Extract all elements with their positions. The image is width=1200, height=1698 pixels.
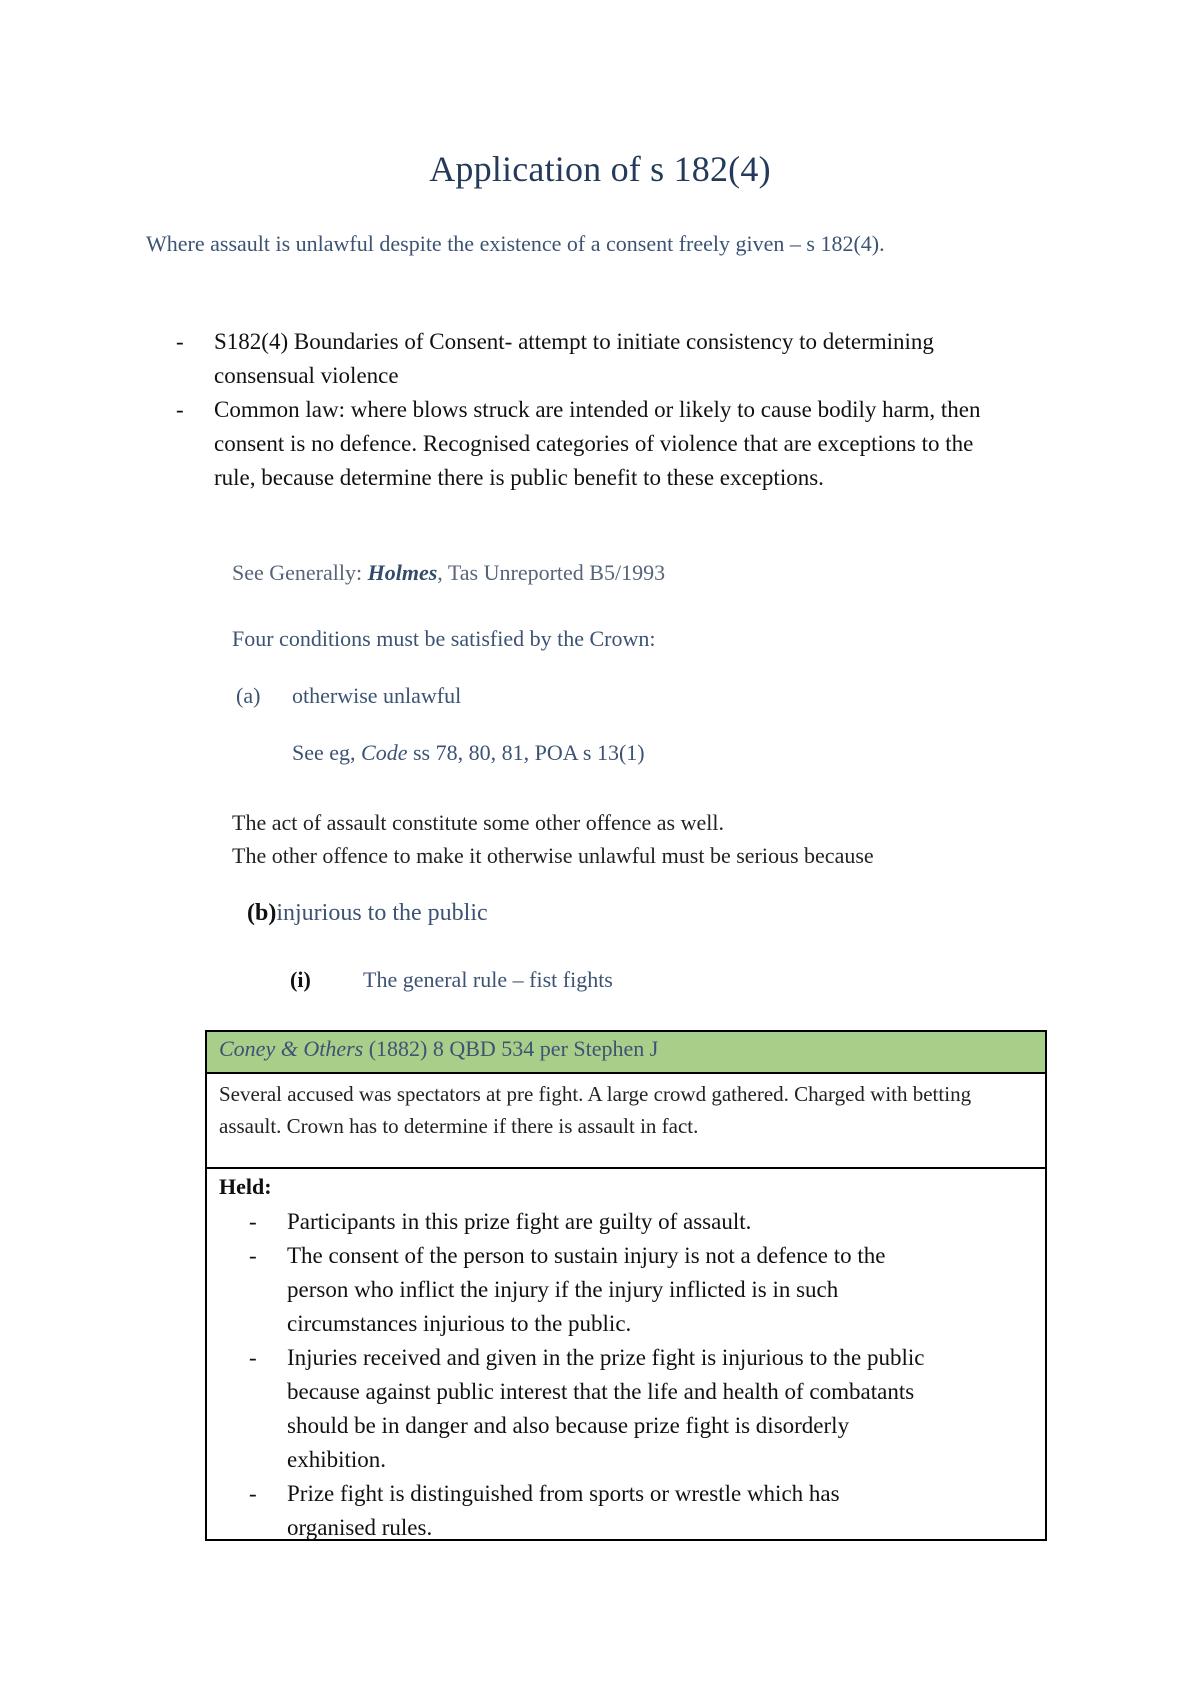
list-item: - The consent of the person to sustain injury is not a defence to the person who inflict the injury if the injury inflicted is in such circumstances injurious to the public. [249, 1243, 886, 1336]
see-generally-prefix: See Generally: [232, 560, 363, 585]
list-item: - S182(4) Boundaries of Consent- attempt to initiate consistency to determining consensual violence [176, 329, 934, 388]
see-generally [232, 560, 665, 586]
bullet-text: Common law: where blows struck are intended or likely to cause bodily harm, then consent is no defence. Recognised categories of violence that are exceptions to the rule, because determine there is public benefit to these exceptions. [214, 397, 981, 490]
paragraph-line: The act of assault constitute some other offence as well. [232, 810, 724, 835]
held-text: Prize fight is distinguished from sports or wrestle which has organised rules. [287, 1481, 840, 1540]
case-citation: (1882) 8 QBD 534 per Stephen J [363, 1036, 659, 1061]
case-facts: Several accused was spectators at pre fight. A large crowd gathered. Charged with betting assault. Crown has to determine if there is assault in fact. [207, 1074, 1045, 1169]
see-eg-prefix: See eg, [292, 740, 362, 765]
list-item: - Prize fight is distinguished from sports or wrestle which has organised rules. [249, 1481, 840, 1540]
sub-heading-i [290, 967, 613, 993]
bullet-list [176, 325, 996, 495]
held-list [219, 1205, 1033, 1545]
condition-b [247, 900, 488, 927]
held-text: Injuries received and given in the prize fight is injurious to the public because against public interest that the life and health of combatants should be in danger and also because prize fight is disorderly exhibition. [287, 1345, 925, 1472]
see-eg [292, 740, 645, 766]
code-ref: Code [361, 740, 408, 765]
paragraph-line: The other offence to make it otherwise unlawful must be serious because [232, 843, 874, 868]
case-name: Holmes [367, 560, 438, 585]
page-title: Application of s 182(4) [429, 149, 771, 189]
case-citation: , Tas Unreported B5/1993 [437, 560, 666, 585]
case-box [205, 1030, 1047, 1541]
list-item: - Common law: where blows struck are intended or likely to cause bodily harm, then consent is no defence. Recognised categories of violence that are exceptions to the rule, because determine there is public benefit to these exceptions. [176, 397, 981, 490]
list-item: - Injuries received and given in the prize fight is injurious to the public because against public interest that the life and health of combatants should be in danger and also because prize fight is disorderly exhibition. [249, 1345, 925, 1472]
four-conditions: Four conditions must be satisfied by the Crown: [232, 626, 656, 651]
case-name: Coney & Others [219, 1036, 364, 1061]
paragraph [232, 806, 874, 872]
held-label: Held: [219, 1174, 272, 1199]
held-text: Participants in this prize fight are guilty of assault. [287, 1209, 752, 1234]
case-held [207, 1169, 1045, 1539]
condition-text: otherwise unlawful [292, 683, 462, 708]
condition-label: (b) [247, 900, 277, 926]
condition-label: (a) [236, 683, 261, 708]
see-eg-rest: ss 78, 80, 81, POA s 13(1) [407, 740, 645, 765]
condition-text: injurious to the public [276, 900, 488, 926]
intro-text: Where assault is unlawful despite the existence of a consent freely given – s 182(4). [146, 231, 885, 256]
sub-heading-text: The general rule – fist fights [363, 967, 613, 992]
condition-a [236, 683, 461, 709]
list-item: - Participants in this prize fight are guilty of assault. [249, 1209, 752, 1234]
case-header [207, 1032, 1045, 1074]
held-text: The consent of the person to sustain injury is not a defence to the person who inflict the injury if the injury inflicted is in such circumstances injurious to the public. [287, 1243, 886, 1336]
bullet-text: S182(4) Boundaries of Consent- attempt to initiate consistency to determining consensual violence [214, 329, 934, 388]
sub-heading-label: (i) [290, 967, 311, 992]
